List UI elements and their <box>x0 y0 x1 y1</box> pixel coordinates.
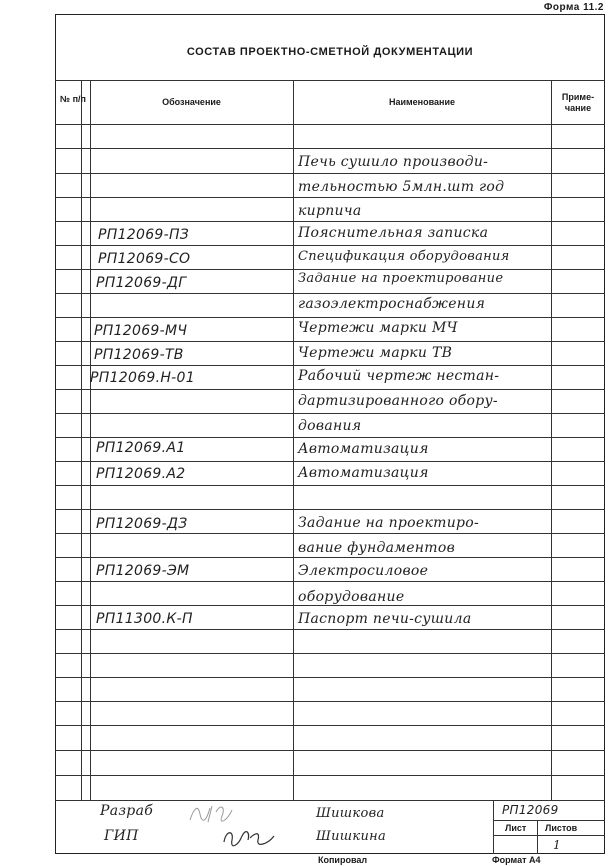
row-10-designation: РП12069.Н-01 <box>90 370 195 386</box>
table-row-line <box>55 317 605 318</box>
signature-2 <box>220 824 280 850</box>
row-8-name: Чертежи марки МЧ <box>298 320 458 336</box>
row-14-name: Автоматизация <box>298 465 429 481</box>
row-19-name: Паспорт печи-сушила <box>298 611 472 627</box>
header-designation: Обозначение <box>162 97 221 107</box>
stamp-sheet-col <box>537 820 538 854</box>
row-4-name: Пояснительная записка <box>298 225 489 241</box>
stamp-role-developer: Разраб <box>100 803 154 819</box>
table-row-line <box>55 245 605 246</box>
row-16-name: вание фундаментов <box>298 540 456 556</box>
title-divider <box>55 80 605 81</box>
row-2-name: тельностью 5млн.шт год <box>298 179 505 195</box>
row-4-designation: РП12069-ПЗ <box>98 227 190 243</box>
row-5-designation: РП12069-СО <box>98 251 191 267</box>
table-row-line <box>55 461 605 462</box>
table-row-line <box>55 197 605 198</box>
header-divider <box>55 124 605 125</box>
table-row-line <box>55 557 605 558</box>
document-frame <box>55 14 605 854</box>
stamp-role-chief-engineer: ГИП <box>104 828 139 844</box>
table-row-line <box>55 365 605 366</box>
row-3-name: кирпича <box>298 203 362 219</box>
table-row-line <box>55 677 605 678</box>
row-9-name: Чертежи марки ТВ <box>298 345 453 361</box>
row-9-designation: РП12069-ТВ <box>94 347 184 363</box>
stamp-sheet-divider <box>493 835 605 836</box>
table-row-line <box>55 293 605 294</box>
document-title: СОСТАВ ПРОЕКТНО-СМЕТНОЙ ДОКУМЕНТАЦИИ <box>186 46 474 58</box>
row-17-name: Электросиловое <box>298 563 429 579</box>
col-divider-num <box>81 80 82 800</box>
table-row-line <box>55 221 605 222</box>
table-row-line <box>55 653 605 654</box>
col-divider-num2 <box>90 80 91 800</box>
table-row-line <box>55 629 605 630</box>
row-10-name: Рабочий чертеж нестан- <box>298 368 500 384</box>
row-13-name: Автоматизация <box>298 441 429 457</box>
table-row-line <box>55 269 605 270</box>
form-number: Форма 11.2 <box>543 2 604 13</box>
stamp-document-code: РП12069 <box>502 803 559 817</box>
table-row-line <box>55 701 605 702</box>
stamp-name-2: Шишкина <box>316 829 387 844</box>
row-15-name: Задание на проектиро- <box>298 515 480 531</box>
header-note: Приме- чание <box>561 92 595 113</box>
row-1-name: Печь сушило производи- <box>298 154 489 170</box>
table-row-line <box>55 775 605 776</box>
row-15-designation: РП12069-ДЗ <box>96 516 188 532</box>
stamp-sheet-value: 1 <box>553 838 561 852</box>
col-divider-name <box>551 80 552 800</box>
table-row-line <box>55 437 605 438</box>
row-8-designation: РП12069-МЧ <box>94 323 188 339</box>
stamp-name-1: Шишкова <box>316 806 385 821</box>
col-divider-designation <box>293 80 294 800</box>
table-row-line <box>55 533 605 534</box>
header-num: № п/п <box>60 94 86 104</box>
row-12-name: дования <box>298 418 362 434</box>
table-row-line <box>55 581 605 582</box>
table-row-line <box>55 750 605 751</box>
table-row-line <box>55 413 605 414</box>
stamp-code-divider <box>493 820 605 821</box>
row-6-name: Задание на проектирование <box>298 271 504 286</box>
footer-format: Формат А4 <box>492 855 541 865</box>
table-row-line <box>55 485 605 486</box>
header-name: Наименование <box>388 97 456 107</box>
footer-copied: Копировал <box>318 855 368 865</box>
row-14-designation: РП12069.А2 <box>96 466 186 482</box>
row-6-designation: РП12069-ДГ <box>96 275 187 291</box>
stamp-divider <box>493 800 494 854</box>
table-row-line <box>55 148 605 149</box>
table-row-line <box>55 389 605 390</box>
row-19-designation: РП11300.К-П <box>96 611 193 627</box>
row-17-designation: РП12069-ЭМ <box>96 563 190 579</box>
row-13-designation: РП12069.А1 <box>96 440 186 456</box>
table-row-line <box>55 509 605 510</box>
table-row-line <box>55 725 605 726</box>
stamp-top-border <box>55 800 605 801</box>
row-18-name: оборудование <box>298 589 405 605</box>
signature-1 <box>186 800 236 826</box>
row-11-name: дартизированного обору- <box>298 393 498 409</box>
table-row-line <box>55 173 605 174</box>
table-row-line <box>55 341 605 342</box>
row-5-name: Спецификация оборудования <box>298 249 510 264</box>
row-7-name: газоэлектроснабжения <box>298 296 486 312</box>
table-row-line <box>55 605 605 606</box>
stamp-sheet-label: Лист <box>505 823 527 833</box>
stamp-sheets-label: Листов <box>545 823 578 833</box>
